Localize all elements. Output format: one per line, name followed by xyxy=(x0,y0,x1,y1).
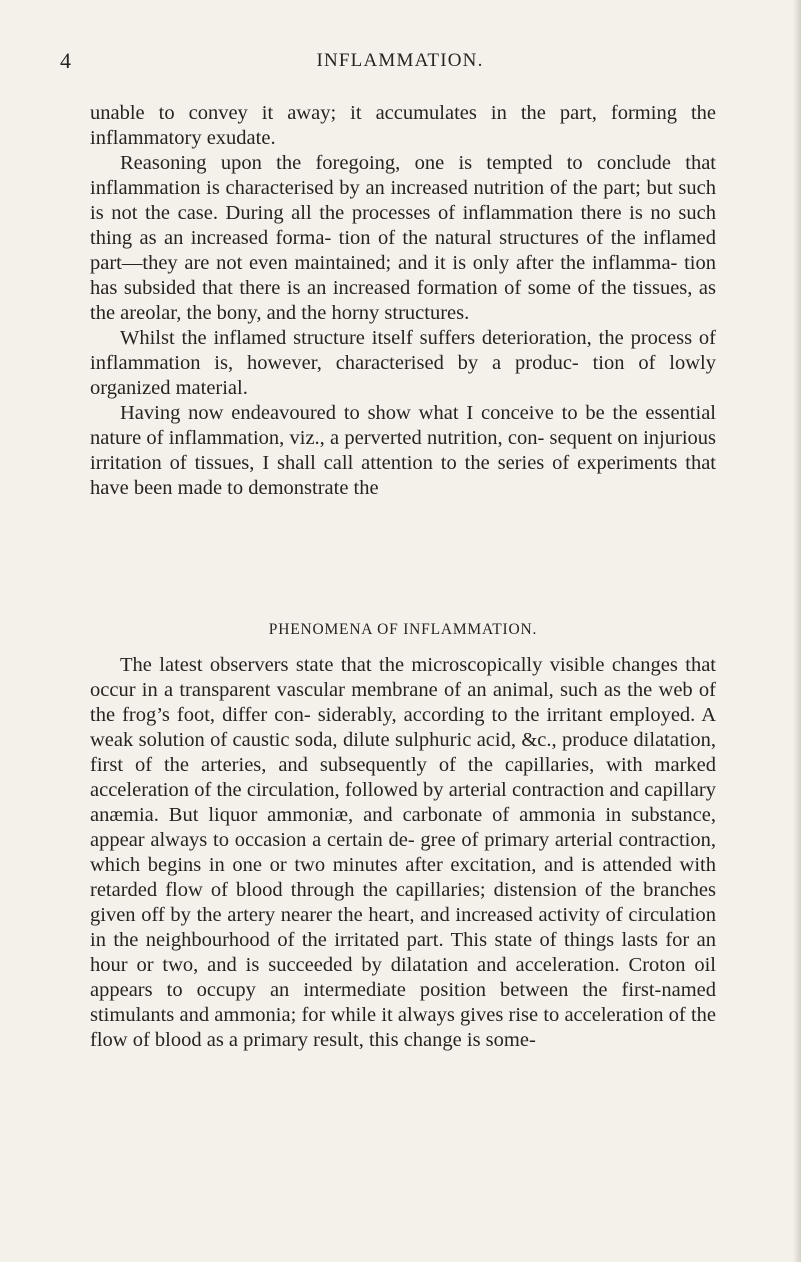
body-text-lower xyxy=(90,653,716,1053)
paragraph: unable to convey it away; it accumulates in the part, forming the inflammatory exudate. xyxy=(90,102,716,149)
page-header xyxy=(60,48,740,78)
running-title: INFLAMMATION. xyxy=(316,50,484,71)
paragraph: Reasoning upon the foregoing, one is tempted to conclude that inflammation is characterised by an increased nutrition of the part; but such is not the case. During all the processes of inflammation there is no such thing as an increased forma- tion of the natural structures of the inflamed part—they are not even maintained; and it is only after the inflamma- tion has subsided that there is an increased formation of some of the tissues, as the areolar, the bony, and the horny structures. xyxy=(90,152,716,324)
paragraph: The latest observers state that the microscopically visible changes that occur in a transparent vascular membrane of an animal, such as the web of the frog’s foot, differ con- siderably, according to the irritant employed. A weak solution of caustic soda, dilute sulphuric acid, &c., produce dilatation, first of the arteries, and subsequently of the capillaries, with marked acceleration of the circulation, followed by arterial contraction and capillary anæmia. But liquor ammoniæ, and carbonate of ammonia in substance, appear always to occasion a certain de- gree of primary arterial contraction, which begins in one or two minutes after excitation, and is attended with retarded flow of blood through the capillaries; distension of the branches given off by the artery nearer the heart, and increased activity of circulation in the neighbourhood of the irritated part. This state of things lasts for an hour or two, and is succeeded by dilatation and acceleration. Croton oil appears to occupy an intermediate position between the first-named stimulants and ammonia; for while it always gives rise to acceleration of the flow of blood as a primary result, this change is some- xyxy=(90,654,716,1051)
page-edge-shadow xyxy=(793,0,801,1262)
body-text-upper xyxy=(90,101,716,501)
paragraph: Whilst the inflamed structure itself suffers deterioration, the process of inflammation is, however, characterised by a produc- tion of lowly organized material. xyxy=(90,327,716,399)
section-heading: PHENOMENA OF INFLAMMATION. xyxy=(268,621,538,638)
paragraph: Having now endeavoured to show what I conceive to be the essential nature of inflammation, viz., a perverted nutrition, con- sequent on injurious irritation of tissues, I shall call attention to the series of experiments that have been made to demonstrate the xyxy=(90,402,716,499)
page-number: 4 xyxy=(60,48,72,73)
